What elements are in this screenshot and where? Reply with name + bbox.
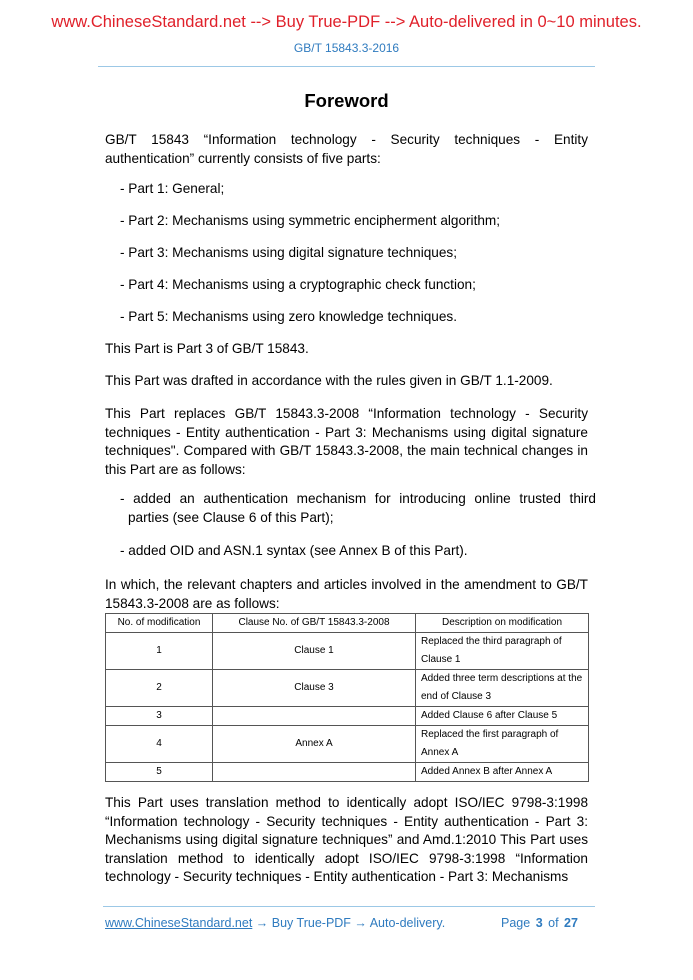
in-which-paragraph: In which, the relevant chapters and articles involved in the amendment to GB/T 15843.3-2008 are as follows:	[105, 577, 588, 611]
part-list-item: - Part 2: Mechanisms using symmetric encipherment algorithm;	[120, 213, 501, 228]
modification-description: Added Clause 6 after Clause 5	[416, 707, 589, 726]
clause-number: Clause 1	[213, 633, 416, 670]
page-title: Foreword	[304, 90, 389, 111]
part-list-item: - Part 5: Mechanisms using zero knowledge techniques.	[120, 309, 457, 324]
modification-number: 2	[106, 670, 213, 707]
table-row	[106, 707, 589, 726]
header-divider	[98, 66, 595, 67]
clause-number	[213, 707, 416, 726]
modification-description: Added three term descriptions at the end of Clause 3	[416, 670, 589, 707]
total-pages: 27	[564, 916, 578, 930]
modification-number: 1	[106, 633, 213, 670]
part-list-item: - Part 4: Mechanisms using a cryptographic check function;	[120, 277, 476, 292]
table-row	[106, 633, 589, 670]
this-part-paragraph: This Part is Part 3 of GB/T 15843.	[105, 341, 309, 356]
part-list-item: - Part 3: Mechanisms using digital signature techniques;	[120, 245, 457, 260]
modification-description: Added Annex B after Annex A	[416, 763, 589, 782]
chinesestandard-link[interactable]: www.ChineseStandard.net	[105, 916, 253, 930]
table-row	[106, 670, 589, 707]
modification-description: Replaced the third paragraph of Clause 1	[416, 633, 589, 670]
page-indicator	[501, 916, 578, 930]
column-header: Description on modification	[416, 614, 589, 633]
page-label: Page	[501, 916, 531, 930]
footer-promo-text: → Buy True-PDF → Auto-delivery.	[252, 916, 446, 930]
modification-number: 5	[106, 763, 213, 782]
footer-promo	[105, 916, 445, 930]
column-header: Clause No. of GB/T 15843.3-2008	[213, 614, 416, 633]
clause-number	[213, 763, 416, 782]
footer-divider	[103, 906, 595, 907]
modifications-table	[105, 613, 589, 782]
modification-description: Replaced the first paragraph of Annex A	[416, 726, 589, 763]
document-code: GB/T 15843.3-2016	[293, 41, 400, 55]
of-label: of	[548, 916, 559, 930]
translation-paragraph: This Part uses translation method to identically adopt ISO/IEC 9798-3:1998 “Information technology - Security techniques - Entity authentication - Part 3: Mechanisms using digital signature techniques” and Amd.1:2010 This Part uses translation method to identically adopt ISO/IEC 9798-3:1998 “Information technology - Security techniques - Entity authentication - Part 3: Mechanisms	[105, 795, 588, 884]
table-header-row	[106, 614, 589, 633]
modification-number: 3	[106, 707, 213, 726]
clause-number: Annex A	[213, 726, 416, 763]
clause-number: Clause 3	[213, 670, 416, 707]
part-list-item: - Part 1: General;	[120, 181, 225, 196]
intro-paragraph: GB/T 15843 “Information technology - Security techniques - Entity authentication” currently consists of five parts:	[105, 132, 588, 166]
change-list-item: - added OID and ASN.1 syntax (see Annex B of this Part).	[120, 543, 468, 558]
change-list-item: - added an authentication mechanism for introducing online trusted third parties (see Clause 6 of this Part);	[120, 491, 596, 525]
replaces-paragraph: This Part replaces GB/T 15843.3-2008 “Information technology - Security techniques - Entity authentication - Part 3: Mechanisms using digital signature techniques". Compared with GB/T 15843.3-2008, the main technical changes in this Part are as follows:	[105, 406, 588, 477]
table-row	[106, 763, 589, 782]
column-header: No. of modification	[106, 614, 213, 633]
promo-banner: www.ChineseStandard.net --> Buy True-PDF --> Auto-delivered in 0~10 minutes.	[51, 13, 642, 31]
current-page: 3	[535, 916, 543, 930]
table-row	[106, 726, 589, 763]
drafted-paragraph: This Part was drafted in accordance with the rules given in GB/T 1.1-2009.	[105, 373, 553, 388]
modification-number: 4	[106, 726, 213, 763]
